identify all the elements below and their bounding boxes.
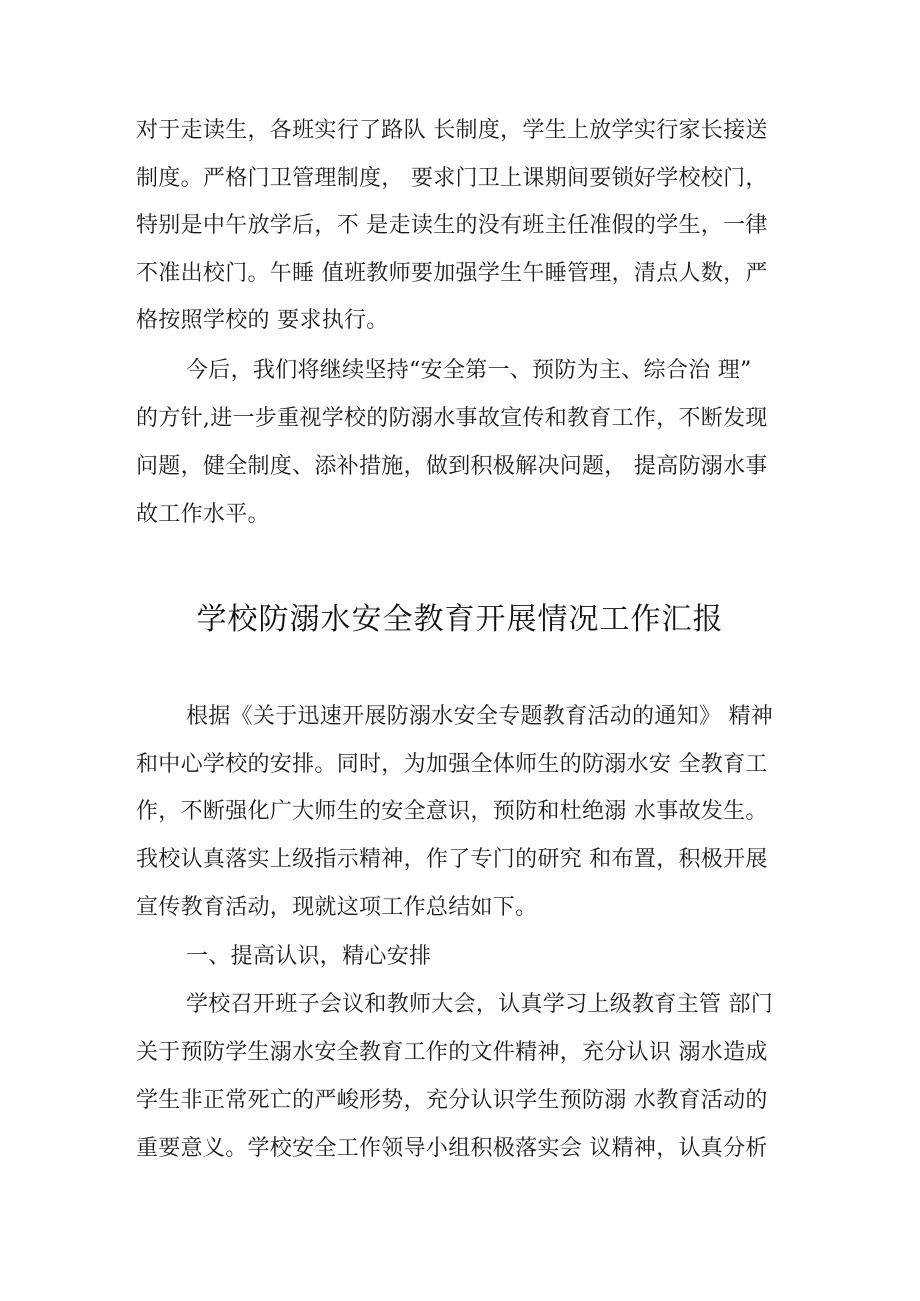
paragraph-line: 学校召开班子会议和教师大会，认真学习上级教育主管 部门 [186,992,774,1017]
paragraph-line: 不准出校门。午睡 值班教师要加强学生午睡管理，清点人数，严 [136,261,768,286]
paragraph-line: 问题，健全制度、添补措施，做到积极解决问题， 提高防溺水事 [136,454,768,479]
paragraph-line: 根据《关于迅速开展防溺水安全专题教育活动的通知》 精神 [186,704,774,729]
paragraph-line: 对于走读生，各班实行了路队 长制度，学生上放学实行家长接送 [136,118,768,143]
paragraph-line: 作，不断强化广大师生的安全意识，预防和杜绝溺 水事故发生。 [136,799,768,824]
paragraph-line: 格按照学校的 要求执行。 [136,308,389,333]
paragraph-line: 重要意义。学校安全工作领导小组积极落实会 议精神，认真分析 [136,1136,768,1161]
paragraph-line: 今后，我们将继续坚持“安全第一、预防为主、综合治 理” [186,358,752,383]
paragraph-line: 我校认真落实上级指示精神，作了专门的研究 和布置，积极开展 [136,847,768,872]
paragraph-line: 故工作水平。 [136,502,270,527]
paragraph-line: 宣传教育活动，现就这项工作总结如下。 [136,895,538,920]
paragraph-line: 学生非正常死亡的严峻形势，充分认识学生预防溺 水教育活动的 [136,1088,768,1113]
paragraph-line: 关于预防学生溺水安全教育工作的文件精神，充分认识 溺水造成 [136,1040,768,1065]
section-heading: 一、提高认识，精心安排 [186,944,432,969]
paragraph-line: 的方针,进一步重视学校的防溺水事故宣传和教育工作，不断发现 [136,406,768,431]
paragraph-line: 制度。严格门卫管理制度， 要求门卫上课期间要锁好学校校门， [136,166,768,191]
document-title: 学校防溺水安全教育开展情况工作汇报 [196,602,724,637]
paragraph-line: 特别是中午放学后，不 是走读生的没有班主任准假的学生，一律 [136,213,768,238]
paragraph-line: 和中心学校的安排。同时，为加强全体师生的防溺水安 全教育工 [136,752,768,777]
